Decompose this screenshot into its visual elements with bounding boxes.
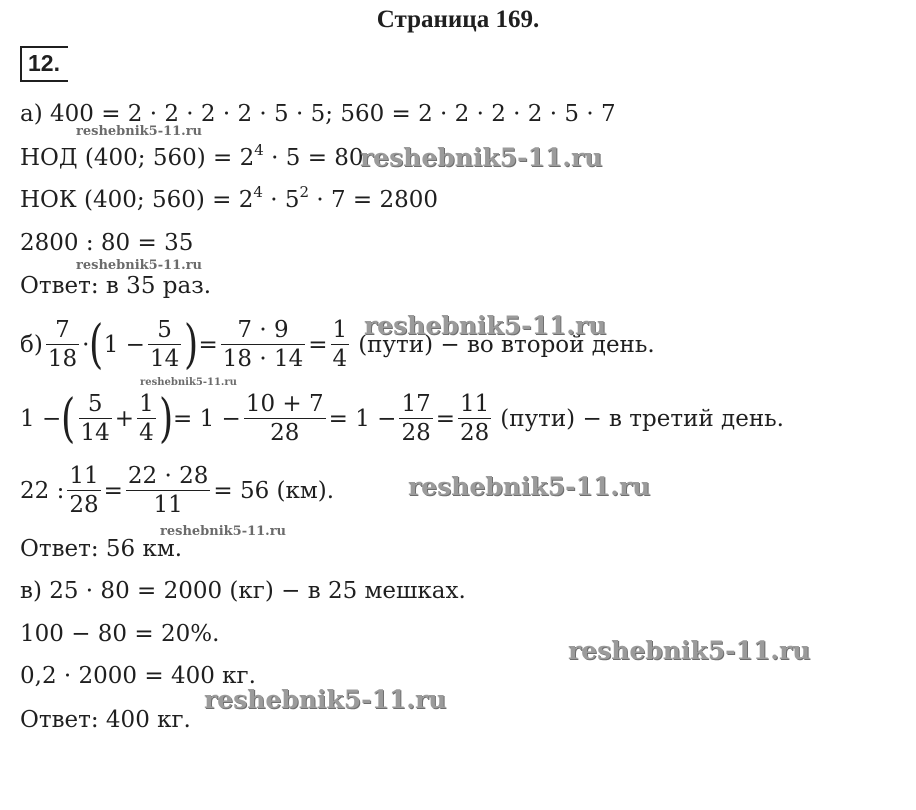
part-a-division: 2800 : 80 = 35: [20, 230, 194, 256]
fraction: $\frac{5}{14}$: [80, 391, 110, 446]
watermark: reshebnik5-11.ru: [364, 311, 607, 340]
fraction: $\frac{22 \cdot 28}{11}$: [127, 463, 209, 518]
fraction: $\frac{1}{4}$: [332, 317, 348, 372]
part-a-factorization: а) 400 = 2 · 2 · 2 · 2 · 5 · 5; 560 = 2 · 2 · 2 · 2 · 5 · 7: [20, 101, 616, 127]
watermark: reshebnik5-11.ru: [568, 636, 811, 665]
part-b-line1: б) $\frac{7}{18}$ · ( 1 − $\frac{5}{14}$ ) = $\frac{7 \cdot 9}{18 \cdot 14}$ = $\frac{1}{4}$ (пути) − во второй день.: [20, 314, 655, 375]
fraction: $\frac{10 + 7}{28}$: [245, 391, 324, 446]
watermark-small: reshebnik5-11.ru: [160, 524, 287, 539]
part-c-line3: 0,2 · 2000 = 400 кг.: [20, 663, 256, 689]
fraction: $\frac{7 \cdot 9}{18 \cdot 14}$: [222, 317, 304, 372]
part-b-answer: Ответ: 56 км.: [20, 536, 183, 562]
watermark-small: reshebnik5-11.ru: [76, 258, 203, 273]
task-number-box: [20, 46, 68, 82]
fraction: $\frac{11}{28}$: [69, 463, 99, 518]
watermark-small: reshebnik5-11.ru: [76, 124, 203, 139]
page-title: Страница 169.: [376, 6, 540, 33]
part-b-line2: 1 − ( $\frac{5}{14}$ + $\frac{1}{4}$ ) = 1 − $\frac{10 + 7}{28}$ = 1 − $\frac{17}{28}$ = $\frac{11}{28}$ (пути) − в третий день.: [20, 388, 784, 449]
fraction: $\frac{17}{28}$: [401, 391, 431, 446]
task-number: 12.: [28, 50, 60, 76]
part-c-line2: 100 − 80 = 20%.: [20, 621, 220, 647]
part-c-answer: Ответ: 400 кг.: [20, 707, 191, 733]
watermark: reshebnik5-11.ru: [204, 685, 447, 714]
fraction: $\frac{1}{4}$: [139, 391, 154, 446]
part-b-line3: 22 : $\frac{11}{28}$ = $\frac{22 \cdot 28}{11}$ = 56 (км).: [20, 463, 335, 518]
part-c-line1: в) 25 · 80 = 2000 (кг) − в 25 мешках.: [20, 578, 466, 604]
fraction: $\frac{11}{28}$: [460, 391, 490, 446]
part-a-gcd: НОД (400; $560) = 2^4 \cdot 5 = 80$: [20, 141, 364, 171]
fraction: $\frac{7}{18}$: [47, 317, 78, 372]
watermark: reshebnik5-11.ru: [360, 143, 603, 172]
fraction: $\frac{5}{14}$: [149, 317, 180, 372]
part-a-answer: Ответ: в 35 раз.: [20, 273, 212, 299]
watermark: reshebnik5-11.ru: [408, 472, 651, 501]
watermark-tiny: reshebnik5-11.ru: [140, 377, 237, 388]
part-a-lcm: НОК (400; $560) = 2^4 \cdot 5^2 \cdot 7 = 2800$: [20, 183, 439, 213]
